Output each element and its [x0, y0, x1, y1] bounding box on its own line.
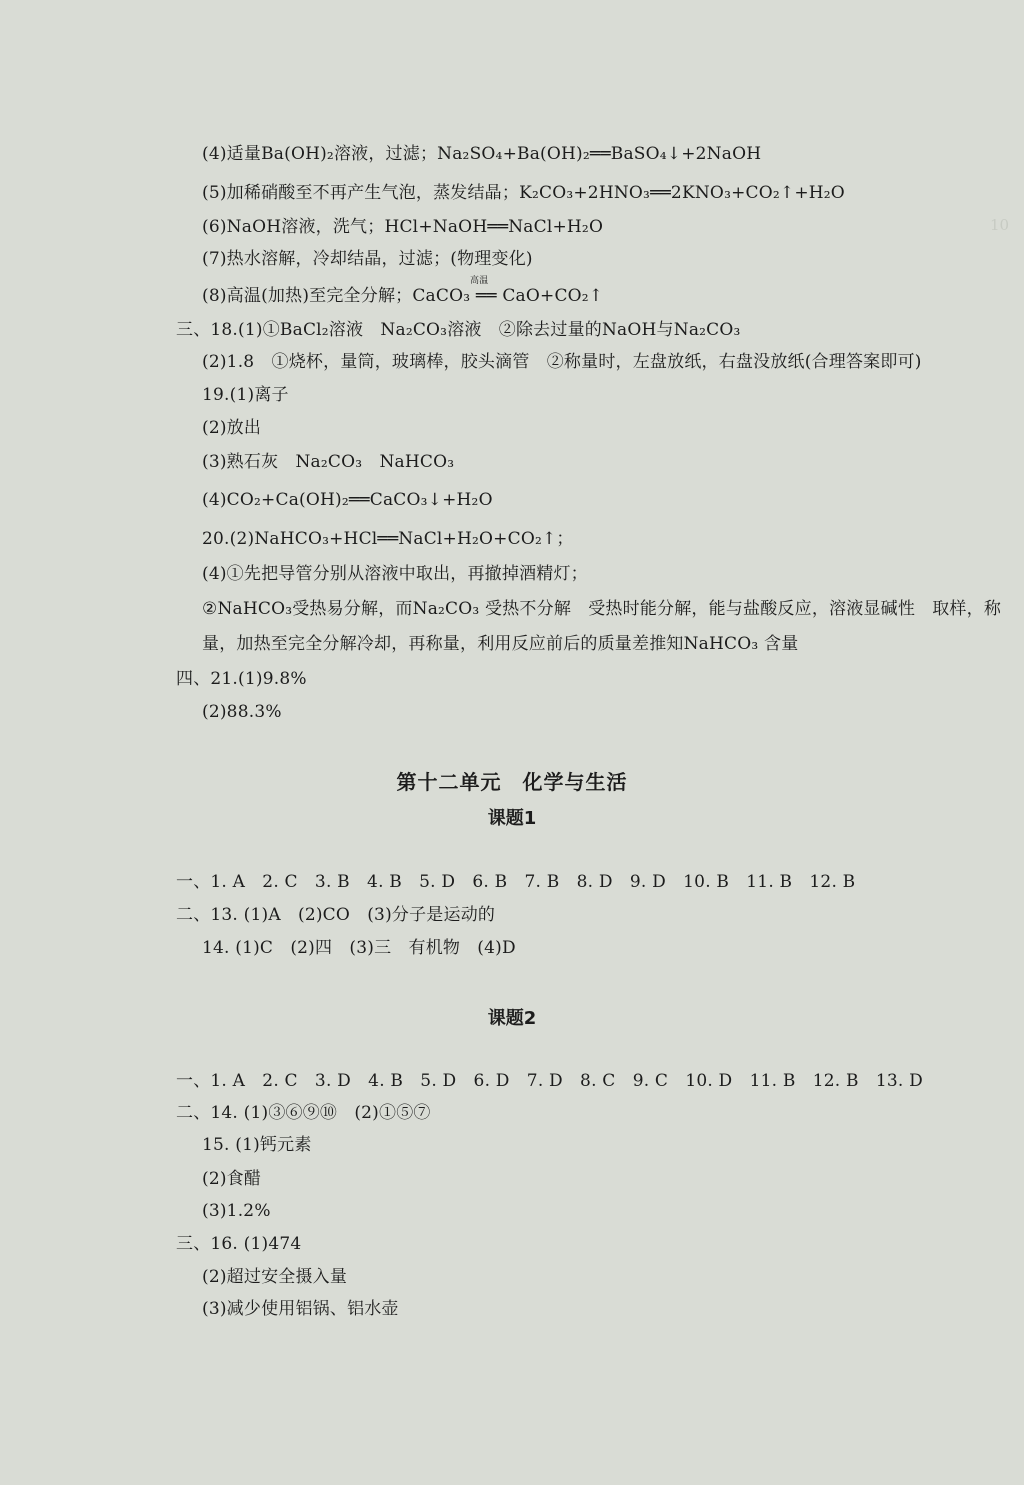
answer-line: (2)1.8 ①烧杯，量筒，玻璃棒，胶头滴管 ②称量时，左盘放纸，右盘没放纸(合理答案即可): [202, 352, 922, 372]
unit-title: 第十二单元 化学与生活: [396, 770, 628, 794]
answer-line: (3)熟石灰 Na₂CO₃ NaHCO₃: [202, 452, 455, 472]
answer-line: (3)1.2%: [202, 1201, 271, 1221]
answer-line: (4)适量Ba(OH)₂溶液，过滤；Na₂SO₄+Ba(OH)₂══BaSO₄↓+2NaOH: [202, 144, 762, 164]
answer-line: (5)加稀硝酸至不再产生气泡，蒸发结晶；K₂CO₃+2HNO₃══2KNO₃+CO₂↑+H₂O: [202, 183, 845, 203]
answer-line: 三、16. (1)474: [176, 1234, 302, 1254]
answer-line: (2)放出: [202, 418, 262, 438]
lesson-title: 课题2: [487, 1008, 537, 1029]
answer-line: 一、1. A 2. C 3. D 4. B 5. D 6. D 7. D 8. C 9. C 10. D 11. B 12. B 13. D: [176, 1071, 923, 1091]
answer-line: 一、1. A 2. C 3. B 4. B 5. D 6. B 7. B 8. D 9. D 10. B 11. B 12. B: [176, 872, 856, 892]
answer-line: 二、14. (1)③⑥⑨⑩ (2)①⑤⑦: [176, 1103, 431, 1123]
answer-line: (2)超过安全摄入量: [202, 1267, 348, 1287]
answer-line: 19.(1)离子: [202, 385, 289, 405]
answer-line: 量，加热至完全分解冷却，再称量，利用反应前后的质量差推知NaHCO₃ 含量: [202, 634, 799, 654]
answer-line: (6)NaOH溶液，洗气；HCl+NaOH══NaCl+H₂O: [202, 217, 604, 237]
answer-line: 三、18.(1)①BaCl₂溶液 Na₂CO₃溶液 ②除去过量的NaOH与Na₂CO₃: [176, 320, 741, 340]
answer-line: 四、21.(1)9.8%: [176, 669, 307, 689]
bleed-through-text: 10: [990, 216, 1010, 234]
answer-line: (2)88.3%: [202, 702, 282, 722]
answer-line: (4)①先把导管分别从溶液中取出，再撤掉酒精灯；: [202, 564, 588, 584]
answer-line: (4)CO₂+Ca(OH)₂══CaCO₃↓+H₂O: [202, 490, 493, 510]
formula-with-condition: (8)高温(加热)至完全分解；CaCO₃ ══ CaO+CO₂↑: [202, 286, 604, 306]
answer-line: 二、13. (1)A (2)CO (3)分子是运动的: [176, 905, 496, 925]
answer-line: 20.(2)NaHCO₃+HCl══NaCl+H₂O+CO₂↑；: [202, 529, 574, 549]
lesson-title: 课题1: [487, 808, 537, 829]
answer-line: ②NaHCO₃受热易分解，而Na₂CO₃ 受热不分解 受热时能分解，能与盐酸反应，溶液显碱性 取样，称: [202, 599, 1002, 619]
answer-line: 14. (1)C (2)四 (3)三 有机物 (4)D: [202, 938, 516, 958]
answer-line: (2)食醋: [202, 1169, 262, 1189]
answer-line: 15. (1)钙元素: [202, 1135, 312, 1155]
answer-line: (3)减少使用铝锅、铝水壶: [202, 1299, 399, 1319]
reaction-condition-label: 高温: [470, 276, 489, 286]
answer-line: (7)热水溶解，冷却结晶，过滤；(物理变化): [202, 249, 533, 269]
answer-line: [202, 276, 604, 308]
